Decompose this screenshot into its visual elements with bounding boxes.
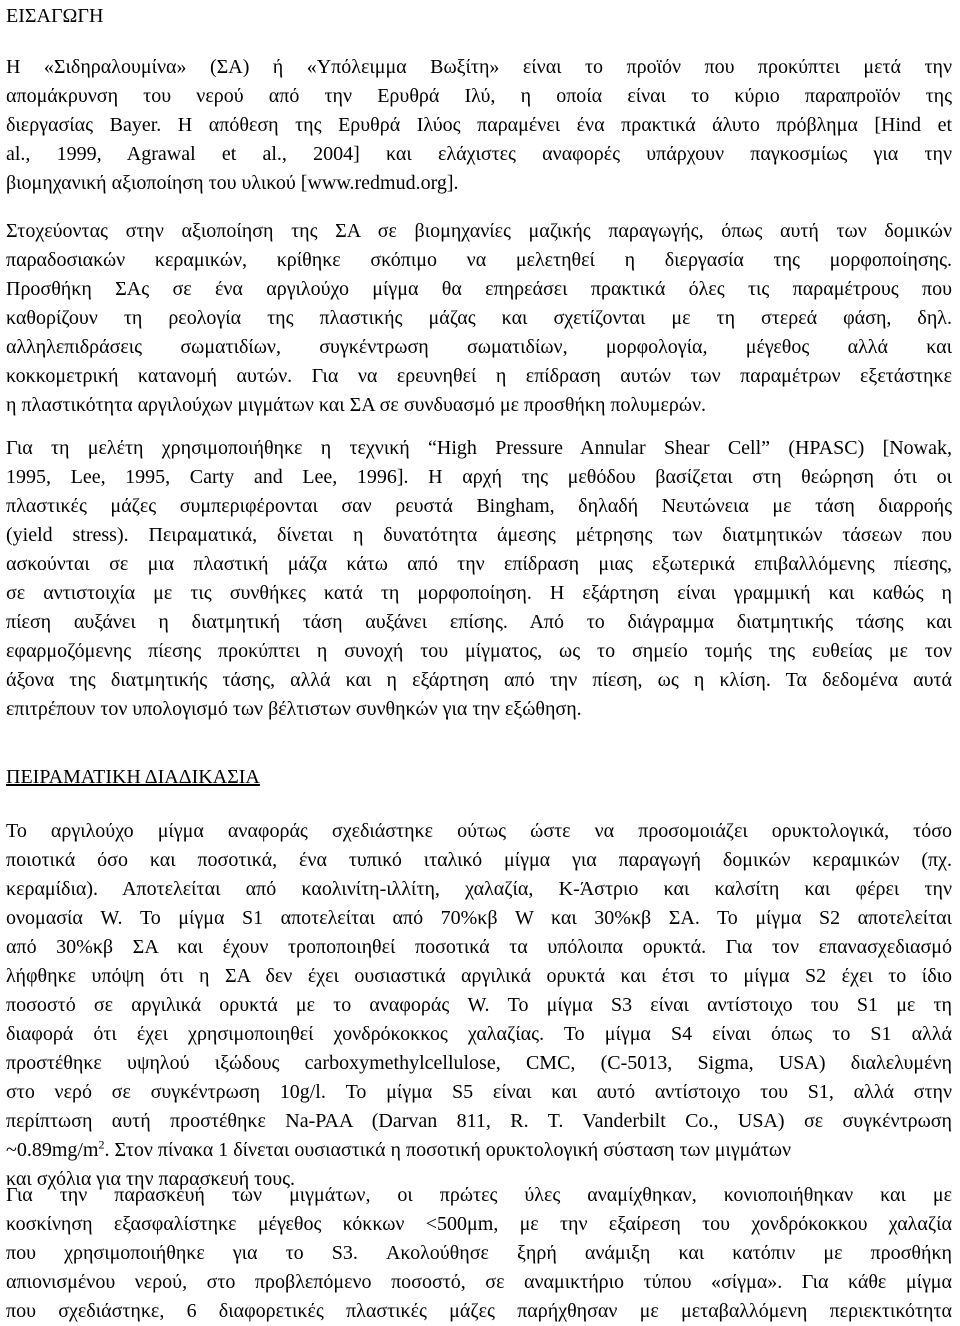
text-fragment: ~0.89mg/m [6, 1139, 99, 1161]
text-line: παραδοσιακών κεραμικών, κρίθηκε σκόπιμο να μελετηθεί η διεργασία της μορφοποίησης. [6, 249, 952, 271]
text-line: που χρησιμοποιήθηκε για το S3. Ακολούθησε ξηρή ανάμιξη και κατόπιν με προσθήκη [6, 1242, 952, 1264]
text-line: Στοχεύοντας στην αξιοποίηση της ΣΑ σε βιομηχανίες μαζικής παραγωγής, όπως αυτή των δομικών [6, 220, 952, 242]
text-line: επιτρέπουν τον υπολογισμό των βέλτιστων συνθηκών για την εξώθηση. [6, 698, 582, 720]
text-line: al., 1999, Agrawal et al., 2004] και ελάχιστες αναφορές υπάρχουν παγκοσμίως για την [6, 143, 952, 165]
text-line: κοκκομετρική κατανομή αυτών. Για να ερευνηθεί η επίδραση αυτών των παραμέτρων εξετάστηκε [6, 365, 952, 387]
text-line: Για την παρασκευή των μιγμάτων, οι πρώτες ύλες αναμίχθηκαν, κονιοποιήθηκαν και με [6, 1184, 952, 1206]
text-line: κεραμίδια). Αποτελείται από καολινίτη-ιλλίτη, χαλαζία, Κ-Άστριο και καλσίτη και φέρει την [6, 878, 952, 900]
text-line: άξονα της διατμητικής τάσης, αλλά και η εξάρτηση από την πίεση, ως η κλίση. Τα δεδομένα αυτά [6, 669, 952, 691]
text-line: (yield stress). Πειραματικά, δίνεται η δυνατότητα άμεσης μέτρησης των διατμητικών τάσεων που [6, 524, 952, 546]
text-line: που σχεδιάστηκε, 6 διαφορετικές πλαστικές μάζες παρήχθησαν με μεταβαλλόμενη περιεκτικότητα [6, 1300, 952, 1322]
text-line: προστέθηκε υψηλού ιξώδους carboxymethylcellulose, CMC, (C-5013, Sigma, USA) διαλελυμένη [6, 1052, 952, 1074]
text-line: αλληλεπιδράσεις σωματιδίων, συγκέντρωση σωματιδίων, μορφολογία, μέγεθος αλλά και [6, 336, 952, 358]
text-line: πίεση αυξάνει η διατμητική τάση αυξάνει επίσης. Από το διάγραμμα διατμητικής τάσης και [6, 611, 952, 633]
text-line: και σχόλια για την παρασκευή τους. [6, 1168, 296, 1190]
text-line: απομάκρυνση του νερού από την Ερυθρά Ιλύ, η οποία είναι το κύριο παραπροϊόν της [6, 85, 952, 107]
text-line: 1995, Lee, 1995, Carty and Lee, 1996]. Η αρχή της μεθόδου βασίζεται στη θεώρηση ότι οι [6, 466, 952, 488]
superscript: 2 [98, 1137, 105, 1152]
text-line: βιομηχανική αξιοποίηση του υλικού [www.redmud.org]. [6, 172, 459, 194]
text-line: Το αργιλούχο μίγμα αναφοράς σχεδιάστηκε ούτως ώστε να προσομοιάζει ορυκτολογικά, τόσο [6, 820, 952, 842]
text-line: πλαστικές μάζες συμπεριφέρονται σαν ρευστά Bingham, δηλαδή Νευτώνεια με τάση διαρροής [6, 495, 952, 517]
paragraph-intro-1 [6, 53, 952, 198]
text-line: ποιοτικά όσο και ποσοτικά, ένα τυπικό ιταλικό μίγμα για παραγωγή δομικών κεραμικών (πχ. [6, 849, 952, 871]
section-heading-experimental: ΠΕΙΡΑΜΑΤΙΚΗ ΔΙΑΔΙΚΑΣΙΑ [6, 766, 260, 788]
text-line: Η «Σιδηραλουμίνα» (ΣΑ) ή «Υπόλειμμα Βωξίτη» είναι το προϊόν που προκύπτει μετά την [6, 56, 952, 78]
text-line: περίπτωση αυτή προστέθηκε Na-PAA (Darvan 811, R. T. Vanderbilt Co., USA) σε συγκέντρωση [6, 1110, 952, 1132]
text-line: διεργασίας Bayer. Η απόθεση της Ερυθρά Ιλύος παραμένει ένα πρακτικά άλυτο πρόβλημα [Hind et [6, 114, 953, 136]
text-line: σε αντιστοιχία με τις συνθήκες κατά τη μορφοποίηση. Η εξάρτηση είναι γραμμική και καθώς η [6, 582, 952, 604]
text-line: Για τη μελέτη χρησιμοποιήθηκε η τεχνική “High Pressure Annular Shear Cell” (HPASC) [Nowak, [6, 437, 952, 459]
text-line: Προσθήκη ΣΑς σε ένα αργιλούχο μίγμα θα επηρεάσει πρακτικά όλες τις παραμέτρους που [6, 278, 952, 300]
text-line: η πλαστικότητα αργιλούχων μιγμάτων και ΣΑ σε συνδυασμό με προσθήκη πολυμερών. [6, 394, 707, 416]
text-fragment: . Στον πίνακα 1 δίνεται ουσιαστικά η ποσοτική ορυκτολογική σύσταση των μιγμάτων [104, 1139, 792, 1161]
text-line: απιονισμένου νερού, στο προβλεπόμενο ποσοστό, σε αναμικτήριο τύπου «σίγμα». Για κάθε μίγμα [6, 1271, 952, 1293]
text-line [6, 1136, 952, 1165]
text-line: στο νερό σε συγκέντρωση 10g/l. Το μίγμα S5 είναι και αυτό αντίστοιχο του S1, αλλά στην [6, 1081, 952, 1103]
text-line: κοσκίνηση εξασφαλίστηκε μέγεθος κόκκων <500μm, με την εξαίρεση του χονδρόκοκκου χαλαζία [6, 1213, 952, 1235]
text-line: ασκούνται σε μια πλαστική μάζα κάτω από την επίδραση μιας εξωτερικά επιβαλλόμενης πίεσης, [6, 553, 952, 575]
text-line: ποσοστό σε αργιλικά ορυκτά με το αναφοράς W. Το μίγμα S3 είναι αντίστοιχο του S1 με τη [6, 994, 952, 1016]
paragraph-method-2 [6, 1181, 952, 1326]
section-heading-introduction: ΕΙΣΑΓΩΓΗ [6, 5, 104, 27]
text-line: εφαρμοζόμενης πίεσης προκύπτει η συνοχή του μίγματος, ως το σημείο τομής της ευθείας με τον [6, 640, 952, 662]
paragraph-intro-2 [6, 217, 952, 420]
paragraph-intro-3 [6, 434, 952, 724]
text-line: ονομασία W. Το μίγμα S1 αποτελείται από 70%κβ W και 30%κβ ΣΑ. Το μίγμα S2 αποτελείται [6, 907, 952, 929]
text-line: διαφορά ότι έχει χρησιμοποιηθεί χονδρόκοκκος χαλαζίας. Το μίγμα S4 είναι όπως το S1 αλλά [6, 1023, 952, 1045]
text-line: λήφθηκε υπόψη ότι η ΣΑ δεν έχει ουσιαστικά αργιλικά ορυκτά και έτσι το μίγμα S2 έχει το ίδιο [6, 965, 952, 987]
paragraph-method-1 [6, 817, 952, 1194]
text-line: καθορίζουν τη ρεολογία της πλαστικής μάζας και σχετίζονται με τη στερεά φάση, δηλ. [6, 307, 952, 329]
text-line: από 30%κβ ΣΑ και έχουν τροποποιηθεί ποσοτικά τα υπόλοιπα ορυκτά. Για τον επανασχεδιασμό [6, 936, 952, 958]
